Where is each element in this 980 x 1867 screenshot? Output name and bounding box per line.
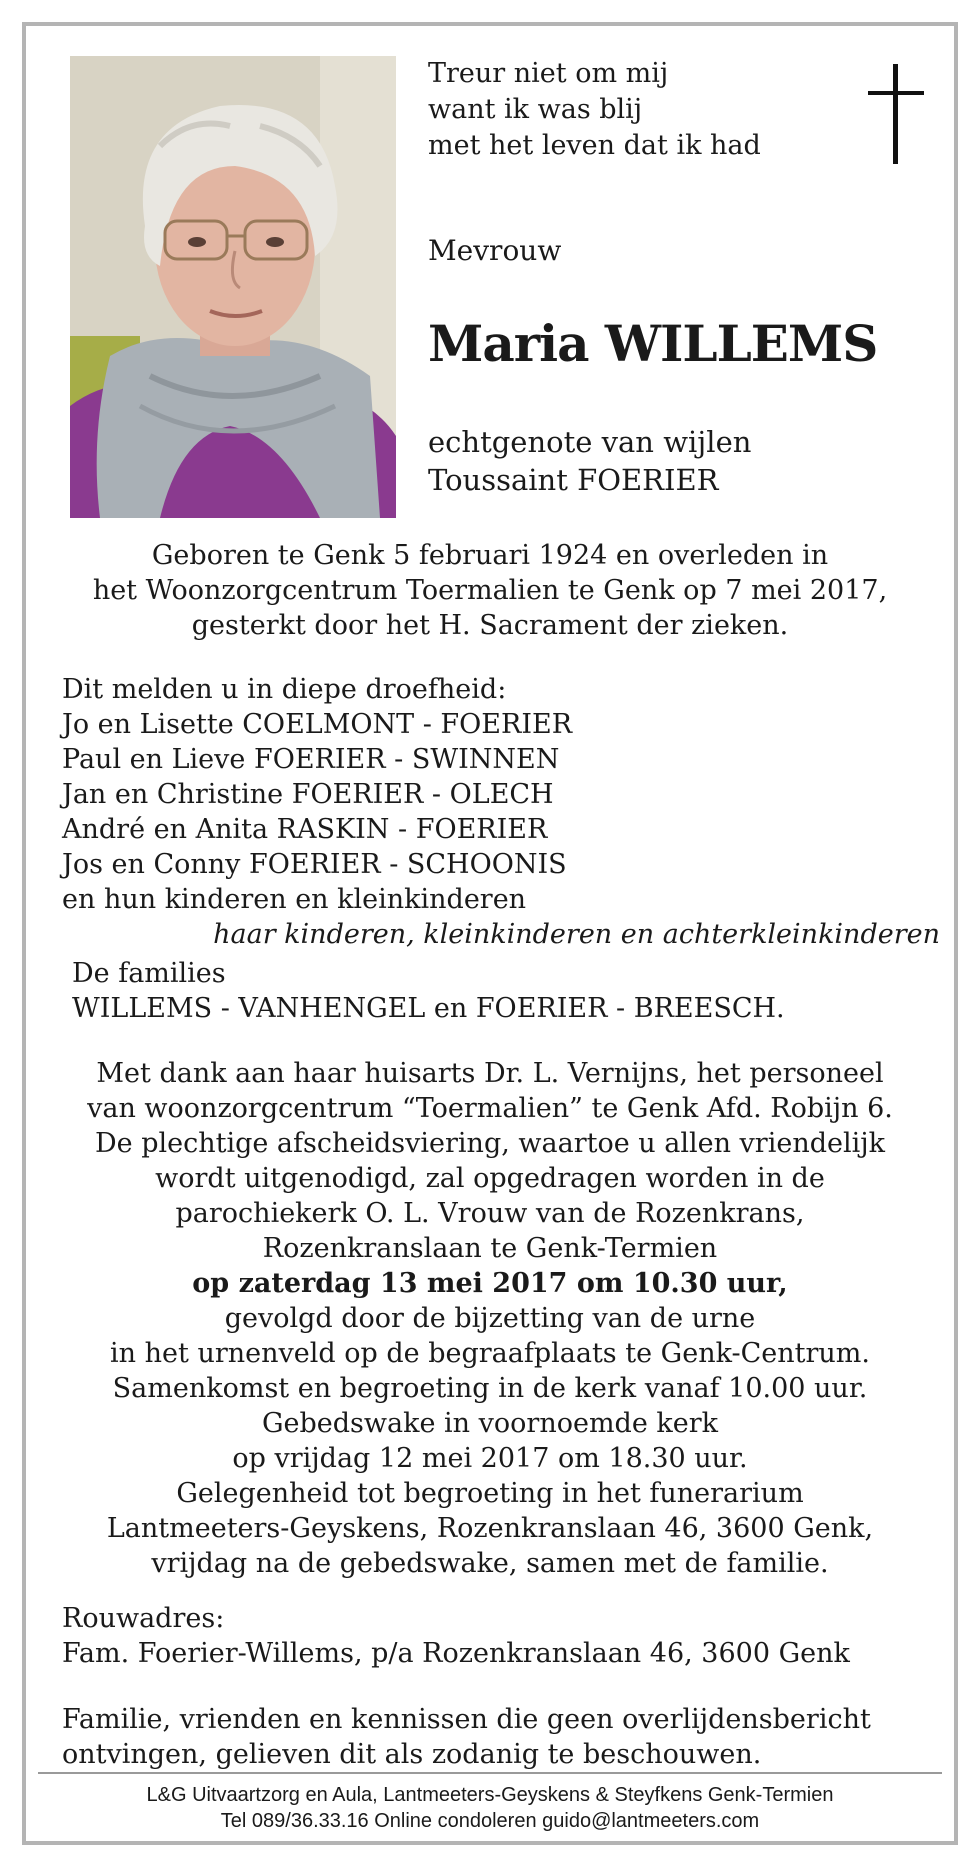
mourner-item: Jo en Lisette COELMONT - FOERIER <box>62 709 573 740</box>
mourner-item: Jos en Conny FOERIER - SCHOONIS <box>62 849 567 880</box>
service-line: Rozenkranslaan te Genk-Termien <box>262 1233 718 1264</box>
footer-divider <box>38 1772 942 1774</box>
mourner-item: Jan en Christine FOERIER - OLECH <box>62 779 554 810</box>
deceased-name: Maria WILLEMS <box>428 314 878 373</box>
honorific-title: Mevrouw <box>428 234 562 267</box>
portrait-photo <box>70 56 396 518</box>
service-line: Lantmeeters-Geyskens, Rozenkranslaan 46, 3600 Genk, <box>106 1513 874 1544</box>
service-line: vrijdag na de gebedswake, samen met de familie. <box>151 1548 829 1579</box>
spouse-info <box>428 423 751 499</box>
mourner-item: en hun kinderen en kleinkinderen <box>62 884 527 915</box>
birth-line: gesterkt door het H. Sacrament der zieken. <box>191 610 789 641</box>
birth-line: Geboren te Genk 5 februari 1924 en overleden in <box>151 540 829 571</box>
spouse-line: Toussaint FOERIER <box>428 463 719 497</box>
mourner-item: Paul en Lieve FOERIER - SWINNEN <box>62 744 560 775</box>
service-line: in het urnenveld op de begraafplaats te Genk-Centrum. <box>110 1338 870 1369</box>
obituary-card <box>22 22 958 1845</box>
mourner-item: André en Anita RASKIN - FOERIER <box>62 814 548 845</box>
footer-line: L&G Uitvaartzorg en Aula, Lantmeeters-Geyskens & Steyfkens Genk-Termien <box>146 1784 834 1806</box>
mourners-section <box>62 672 942 952</box>
service-line: op vrijdag 12 mei 2017 om 18.30 uur. <box>232 1443 748 1474</box>
portrait-illustration <box>70 56 396 518</box>
service-line: wordt uitgenodigd, zal opgedragen worden in de <box>155 1163 825 1194</box>
mourning-address <box>62 1601 850 1671</box>
poem <box>428 56 761 164</box>
birth-line: het Woonzorgcentrum Toermalien te Genk op 7 mei 2017, <box>92 575 888 606</box>
mourners-intro: Dit melden u in diepe droefheid: <box>62 674 507 705</box>
address-value: Fam. Foerier-Willems, p/a Rozenkranslaan 46, 3600 Genk <box>62 1638 850 1669</box>
service-line: Met dank aan haar huisarts Dr. L. Vernijns, het personeel <box>96 1058 884 1089</box>
service-line: Gelegenheid tot begroeting in het funerarium <box>176 1478 804 1509</box>
service-line: De plechtige afscheidsviering, waartoe u allen vriendelijk <box>94 1128 885 1159</box>
service-date: op zaterdag 13 mei 2017 om 10.30 uur, <box>192 1268 788 1299</box>
service-line: gevolgd door de bijzetting van de urne <box>224 1303 756 1334</box>
funeral-home-footer <box>26 1782 954 1834</box>
spouse-line: echtgenote van wijlen <box>428 425 752 459</box>
address-label: Rouwadres: <box>62 1603 225 1634</box>
service-line: Gebedswake in voornoemde kerk <box>261 1408 719 1439</box>
families-section <box>72 956 785 1026</box>
service-details <box>26 1056 954 1581</box>
families-names: WILLEMS - VANHENGEL en FOERIER - BREESCH. <box>72 993 785 1024</box>
note-line: Familie, vrienden en kennissen die geen overlijdensbericht <box>62 1704 871 1735</box>
service-line: parochiekerk O. L. Vrouw van de Rozenkrans, <box>175 1198 805 1229</box>
cross-icon <box>868 64 924 164</box>
service-line: van woonzorgcentrum “Toermalien” te Genk Afd. Robijn 6. <box>87 1093 893 1124</box>
birth-death-info <box>26 538 954 643</box>
poem-line: Treur niet om mij <box>428 58 669 89</box>
closing-note <box>62 1702 871 1772</box>
footer-line: Tel 089/36.33.16 Online condoleren guido@lantmeeters.com <box>220 1810 760 1832</box>
poem-line: want ik was blij <box>428 94 643 125</box>
poem-line: met het leven dat ik had <box>428 130 761 161</box>
note-line: ontvingen, gelieven dit als zodanig te beschouwen. <box>62 1739 762 1770</box>
mourners-caption: haar kinderen, kleinkinderen en achterkleinkinderen <box>213 919 940 950</box>
service-line: Samenkomst en begroeting in de kerk vanaf 10.00 uur. <box>112 1373 868 1404</box>
families-label: De families <box>72 958 226 989</box>
